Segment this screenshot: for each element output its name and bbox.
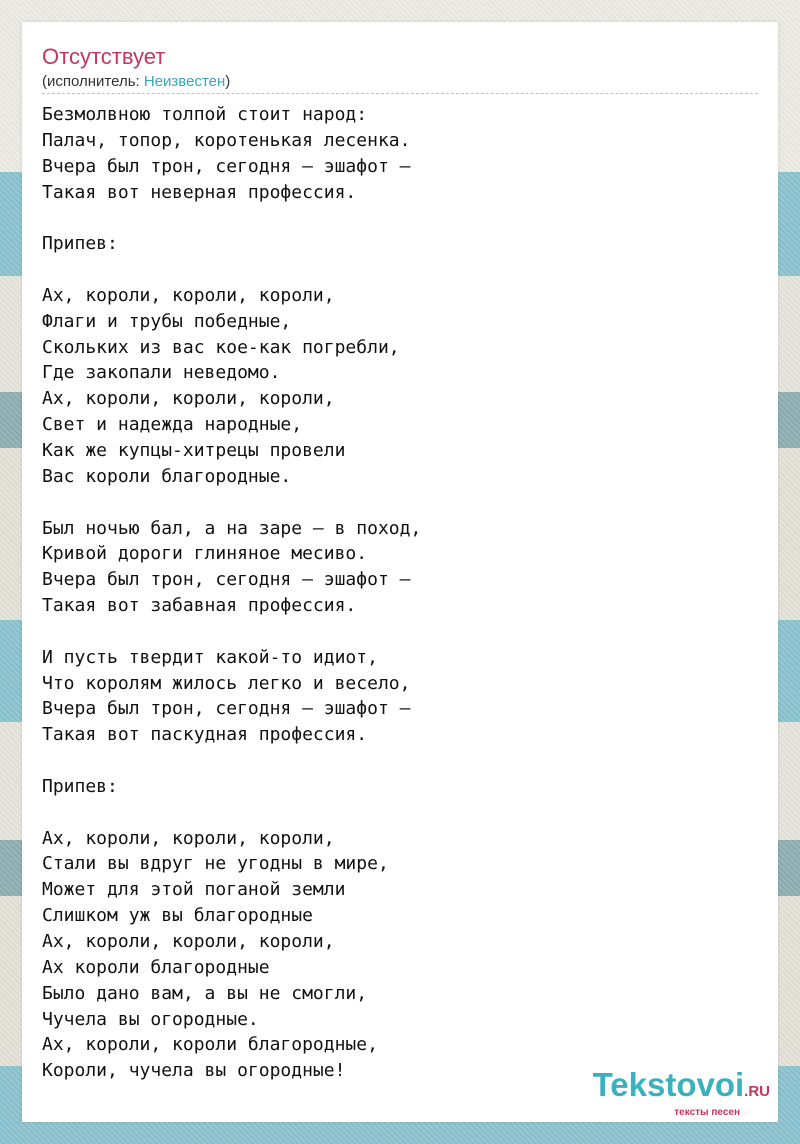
lyrics-sheet: [22, 22, 778, 1122]
lyrics-text: Безмолвною толпой стоит народ: Палач, топор, коротенькая лесенка. Вчера был трон, сегодня – эшафот – Такая вот неверная профессия. Припев: Ах, короли, короли, короли, Флаги и трубы победные, Скольких из вас кое-как погребли, Где закопали неведомо. Ах, короли, короли, короли, Свет и надежда народные, Как же купцы-хитрецы провели Вас короли благородные. Был ночью бал, а на заре – в поход, Кривой дороги глиняное месиво. Вчера был трон, сегодня – эшафот – Такая вот забавная профессия. И пусть твердит какой-то идиот, Что королям жилось легко и весело, Вчера был трон, сегодня – эшафот – Такая вот паскудная профессия. Припев: Ах, короли, короли, короли, Стали вы вдруг не угодны в мире, Может для этой поганой земли Слишком уж вы благородные Ах, короли, короли, короли, Ах короли благородные Было дано вам, а вы не смогли, Чучела вы огородные. Ах, короли, короли благородные, Короли, чучела вы огородные!: [42, 104, 422, 1082]
artist-suffix: ): [225, 73, 231, 90]
site-logo[interactable]: [593, 1067, 770, 1118]
artist-link[interactable]: Неизвестен: [143, 73, 226, 90]
logo-name: Tekstovoi: [592, 1066, 745, 1103]
song-title: Отсутствует: [42, 44, 166, 69]
dashed-divider: [42, 93, 758, 94]
artist-prefix: (исполнитель:: [42, 73, 144, 90]
logo-tagline: тексты песен: [674, 1107, 740, 1118]
logo-tld: .RU: [744, 1083, 770, 1100]
artist-line: [42, 73, 230, 91]
